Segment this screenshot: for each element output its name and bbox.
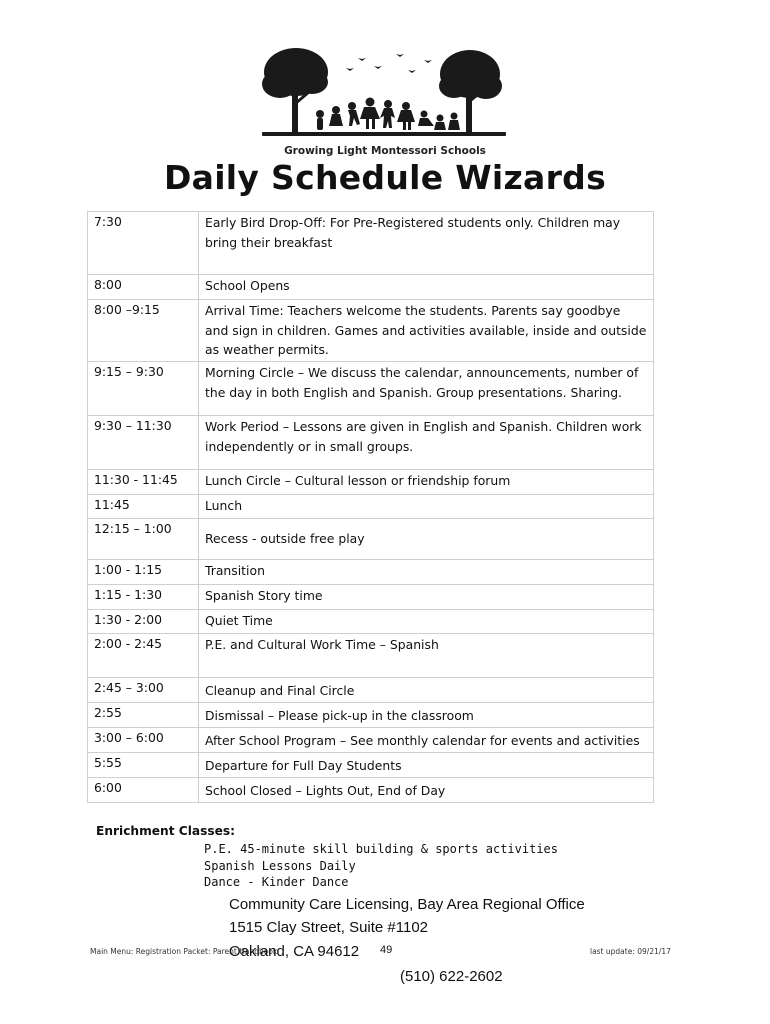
table-row [88, 728, 654, 753]
activity-cell: School Opens [199, 275, 654, 300]
licensing-office: Community Care Licensing, Bay Area Regional Office [229, 896, 585, 913]
activity-cell: Dismissal – Please pick-up in the classroom [199, 703, 654, 728]
enrichment-list [204, 841, 558, 891]
activity-cell: Quiet Time [199, 610, 654, 634]
table-row [88, 416, 654, 470]
time-cell: 7:30 [88, 212, 199, 275]
activity-cell: School Closed – Lights Out, End of Day [199, 778, 654, 803]
time-cell: 2:55 [88, 703, 199, 728]
table-row [88, 212, 654, 275]
list-item: P.E. 45-minute skill building & sports activities [204, 842, 559, 856]
table-row [88, 753, 654, 778]
time-cell: 8:00 –9:15 [88, 300, 199, 362]
time-cell: 11:45 [88, 495, 199, 519]
licensing-city: Oakland, CA 94612 [229, 943, 360, 960]
schedule-table [87, 211, 654, 803]
activity-cell: Recess - outside free play [199, 519, 654, 560]
time-cell: 2:00 - 2:45 [88, 634, 199, 678]
time-cell: 11:30 - 11:45 [88, 470, 199, 495]
school-name: Growing Light Montessori Schools [284, 145, 486, 157]
activity-cell: Early Bird Drop-Off: For Pre-Registered students only. Children may bring their breakfast [199, 212, 654, 275]
table-row [88, 585, 654, 610]
licensing-phone: (510) 622-2602 [400, 968, 503, 985]
time-cell: 5:55 [88, 753, 199, 778]
activity-cell: Departure for Full Day Students [199, 753, 654, 778]
table-row [88, 300, 654, 362]
enrichment-heading: Enrichment Classes: [96, 824, 236, 838]
activity-cell: Work Period – Lessons are given in English and Spanish. Children work independently or in small groups. [199, 416, 654, 470]
activity-cell: Transition [199, 560, 654, 585]
children-playing-under-trees-logo [258, 44, 510, 142]
activity-cell: Cleanup and Final Circle [199, 678, 654, 703]
time-cell: 1:30 - 2:00 [88, 610, 199, 634]
page-title: Daily Schedule Wizards [163, 158, 607, 197]
table-row [88, 610, 654, 634]
page-number: 49 [380, 944, 393, 956]
time-cell: 6:00 [88, 778, 199, 803]
time-cell: 2:45 – 3:00 [88, 678, 199, 703]
list-item: Spanish Lessons Daily [204, 858, 356, 873]
footer-breadcrumb: Main Menu: Registration Packet: Parent Handbook [90, 947, 278, 956]
activity-cell: Spanish Story time [199, 585, 654, 610]
table-row [88, 560, 654, 585]
table-row [88, 362, 654, 416]
time-cell: 3:00 – 6:00 [88, 728, 199, 753]
licensing-address [229, 893, 585, 939]
activity-cell: Arrival Time: Teachers welcome the students. Parents say goodbye and sign in children. Games and activities available, inside and outside as weather permits. [199, 300, 654, 362]
activity-cell: P.E. and Cultural Work Time – Spanish [199, 634, 654, 678]
activity-cell: Morning Circle – We discuss the calendar, announcements, number of the day in both English and Spanish. Group presentations. Sharing. [199, 362, 654, 416]
time-cell: 9:15 – 9:30 [88, 362, 199, 416]
activity-cell: Lunch Circle – Cultural lesson or friendship forum [199, 470, 654, 495]
time-cell: 12:15 – 1:00 [88, 519, 199, 560]
time-cell: 8:00 [88, 275, 199, 300]
activity-cell: Lunch [199, 495, 654, 519]
table-row [88, 519, 654, 560]
licensing-street: 1515 Clay Street, Suite #1102 [229, 919, 429, 936]
activity-cell: After School Program – See monthly calendar for events and activities [199, 728, 654, 753]
table-row [88, 703, 654, 728]
last-update: last update: 09/21/17 [590, 947, 671, 956]
table-row [88, 275, 654, 300]
table-row [88, 634, 654, 678]
time-cell: 1:00 - 1:15 [88, 560, 199, 585]
table-row [88, 678, 654, 703]
table-row [88, 495, 654, 519]
table-row [88, 778, 654, 803]
table-row [88, 470, 654, 495]
list-item: Dance - Kinder Dance [204, 875, 349, 889]
time-cell: 1:15 - 1:30 [88, 585, 199, 610]
time-cell: 9:30 – 11:30 [88, 416, 199, 470]
